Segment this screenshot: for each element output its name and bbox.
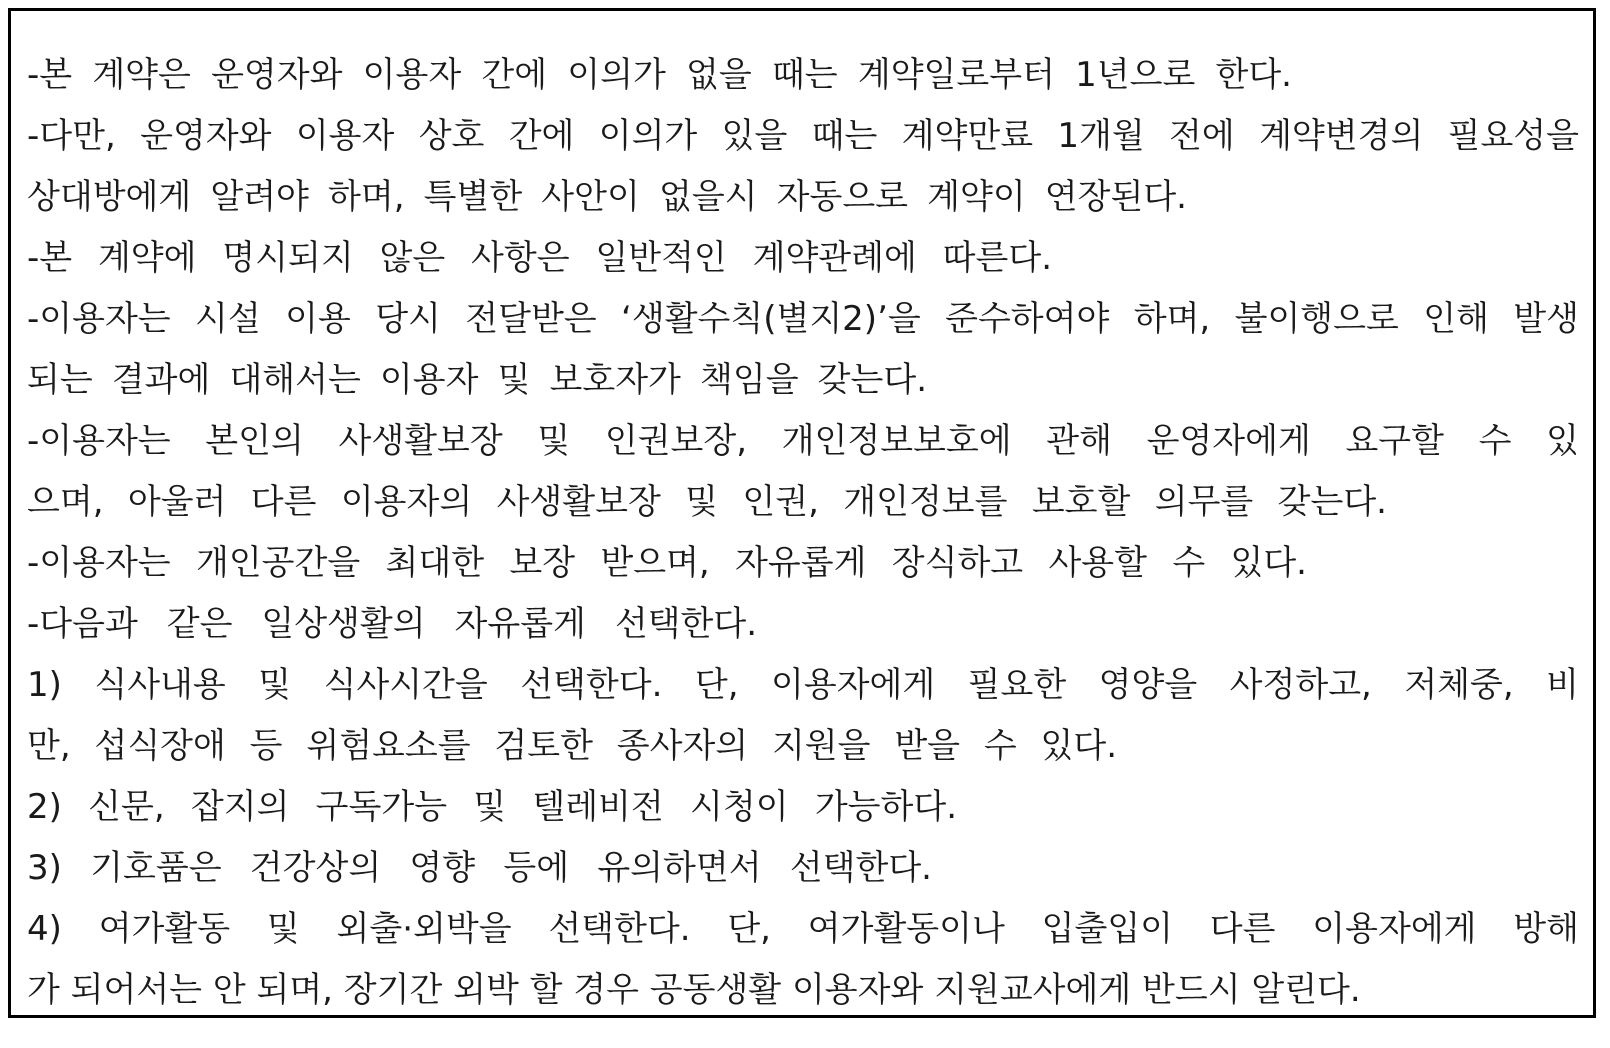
text-line: 1) 식사내용 및 식사시간을 선택한다. 단, 이용자에게 필요한 영양을 사정하고, 저체중, 비 bbox=[27, 665, 1579, 705]
text-line: -다음과 같은 일상생활의 자유롭게 선택한다. bbox=[27, 604, 757, 644]
text-line: 상대방에게 알려야 하며, 특별한 사안이 없을시 자동으로 계약이 연장된다. bbox=[27, 177, 1187, 217]
document-body bbox=[27, 45, 1579, 1021]
text-line: -본 계약에 명시되지 않은 사항은 일반적인 계약관례에 따른다. bbox=[27, 238, 1052, 278]
text-line: -이용자는 시설 이용 당시 전달받은 ‘생활수칙(별지2)’을 준수하여야 하며, 불이행으로 인해 발생 bbox=[27, 299, 1579, 339]
text-line: -이용자는 개인공간을 최대한 보장 받으며, 자유롭게 장식하고 사용할 수 있다. bbox=[27, 543, 1307, 583]
text-line: 2) 신문, 잡지의 구독가능 및 텔레비전 시청이 가능하다. bbox=[27, 787, 957, 827]
text-line: -이용자는 본인의 사생활보장 및 인권보장, 개인정보보호에 관해 운영자에게 요구할 수 있 bbox=[27, 421, 1579, 461]
text-line: 가 되어서는 안 되며, 장기간 외박 할 경우 공동생활 이용자와 지원교사에게 반드시 알린다. bbox=[27, 970, 1361, 1010]
text-line: 되는 결과에 대해서는 이용자 및 보호자가 책임을 갖는다. bbox=[27, 360, 927, 400]
text-line: -다만, 운영자와 이용자 상호 간에 이의가 있을 때는 계약만료 1개월 전에 계약변경의 필요성을 bbox=[27, 116, 1579, 156]
text-line: 4) 여가활동 및 외출·외박을 선택한다. 단, 여가활동이나 입출입이 다른 이용자에게 방해 bbox=[27, 909, 1579, 949]
document-box bbox=[8, 8, 1596, 1018]
text-line: 만, 섭식장애 등 위험요소를 검토한 종사자의 지원을 받을 수 있다. bbox=[27, 726, 1117, 766]
text-line: 3) 기호품은 건강상의 영향 등에 유의하면서 선택한다. bbox=[27, 848, 932, 888]
text-line: -본 계약은 운영자와 이용자 간에 이의가 없을 때는 계약일로부터 1년으로 한다. bbox=[27, 55, 1292, 95]
text-line: 으며, 아울러 다른 이용자의 사생활보장 및 인권, 개인정보를 보호할 의무를 갖는다. bbox=[27, 482, 1387, 522]
